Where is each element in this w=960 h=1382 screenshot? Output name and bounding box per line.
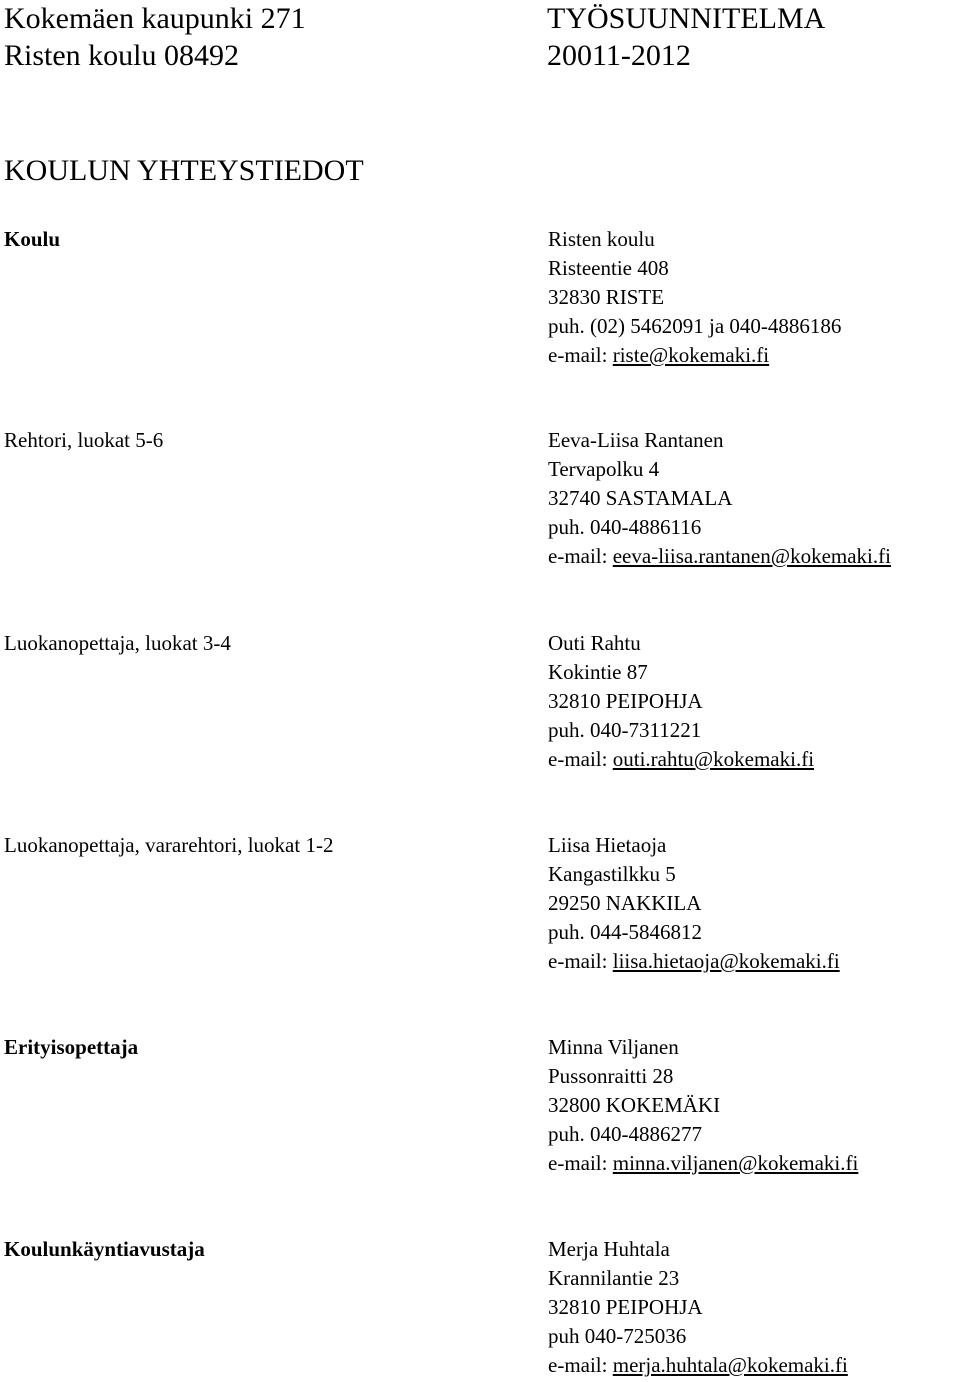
entry-label: Koulunkäyntiavustaja [4,1237,205,1261]
document-title: TYÖSUUNNITELMA [547,2,826,35]
email-prefix: e-mail: [548,544,613,568]
entry-details [548,831,840,976]
contact-name: Liisa Hietaoja [548,833,667,857]
email-link[interactable]: riste@kokemaki.fi [612,343,770,367]
email-link[interactable]: eeva-liisa.rantanen@kokemaki.fi [612,544,891,568]
entry-label: Luokanopettaja, luokat 3-4 [4,631,231,655]
email-prefix: e-mail: [548,1151,613,1175]
school-year: 20011-2012 [547,39,691,72]
school-code-text: Risten koulu 08492 [4,39,240,72]
email-link[interactable]: minna.viljanen@kokemaki.fi [612,1151,859,1175]
contact-phone: puh 040-725036 [548,1324,687,1348]
contact-street: Kokintie 87 [548,660,648,684]
contact-phone: puh. 040-7311221 [548,718,702,742]
contact-name: Minna Viljanen [548,1035,679,1059]
entry-label: Koulu [4,227,61,251]
section-title: KOULUN YHTEYSTIEDOT [4,154,364,187]
contact-phone: puh. 040-4886277 [548,1122,702,1146]
contact-email-line [548,1351,848,1380]
contact-name: Merja Huhtala [548,1237,670,1261]
contact-street: Risteentie 408 [548,256,669,280]
contact-name: Eeva-Liisa Rantanen [548,428,724,452]
email-prefix: e-mail: [548,1353,613,1377]
entry-details [548,225,841,370]
contact-email-line [548,947,840,976]
entry-label: Luokanopettaja, vararehtori, luokat 1-2 [4,833,334,857]
municipality-text: Kokemäen kaupunki 271 [4,2,306,35]
email-prefix: e-mail: [548,343,613,367]
email-link[interactable]: liisa.hietaoja@kokemaki.fi [612,949,840,973]
email-link[interactable]: merja.huhtala@kokemaki.fi [612,1353,848,1377]
contact-postal: 32800 KOKEMÄKI [548,1093,721,1117]
entry-details [548,1235,848,1380]
entry-details [548,426,891,571]
contact-phone: puh. (02) 5462091 ja 040-4886186 [548,314,842,338]
contact-street: Pussonraitti 28 [548,1064,674,1088]
entry-label: Erityisopettaja [4,1035,139,1059]
entry-details [548,1033,858,1178]
header-left [4,0,306,74]
contact-phone: puh. 040-4886116 [548,515,702,539]
contact-name: Risten koulu [548,227,655,251]
contact-phone: puh. 044-5846812 [548,920,702,944]
header-right [547,0,825,74]
contact-postal: 32740 SASTAMALA [548,486,733,510]
contact-street: Krannilantie 23 [548,1266,680,1290]
contact-email-line [548,745,814,774]
entry-label: Rehtori, luokat 5-6 [4,428,164,452]
contact-postal: 32830 RISTE [548,285,665,309]
entry-details [548,629,814,774]
email-prefix: e-mail: [548,747,613,771]
contact-postal: 32810 PEIPOHJA [548,1295,703,1319]
email-prefix: e-mail: [548,949,613,973]
contact-street: Kangastilkku 5 [548,862,676,886]
email-link[interactable]: outi.rahtu@kokemaki.fi [612,747,815,771]
contact-postal: 29250 NAKKILA [548,891,702,915]
contact-name: Outi Rahtu [548,631,641,655]
contact-email-line [548,542,891,571]
contact-postal: 32810 PEIPOHJA [548,689,703,713]
contact-email-line [548,341,841,370]
contact-email-line [548,1149,858,1178]
contact-street: Tervapolku 4 [548,457,660,481]
